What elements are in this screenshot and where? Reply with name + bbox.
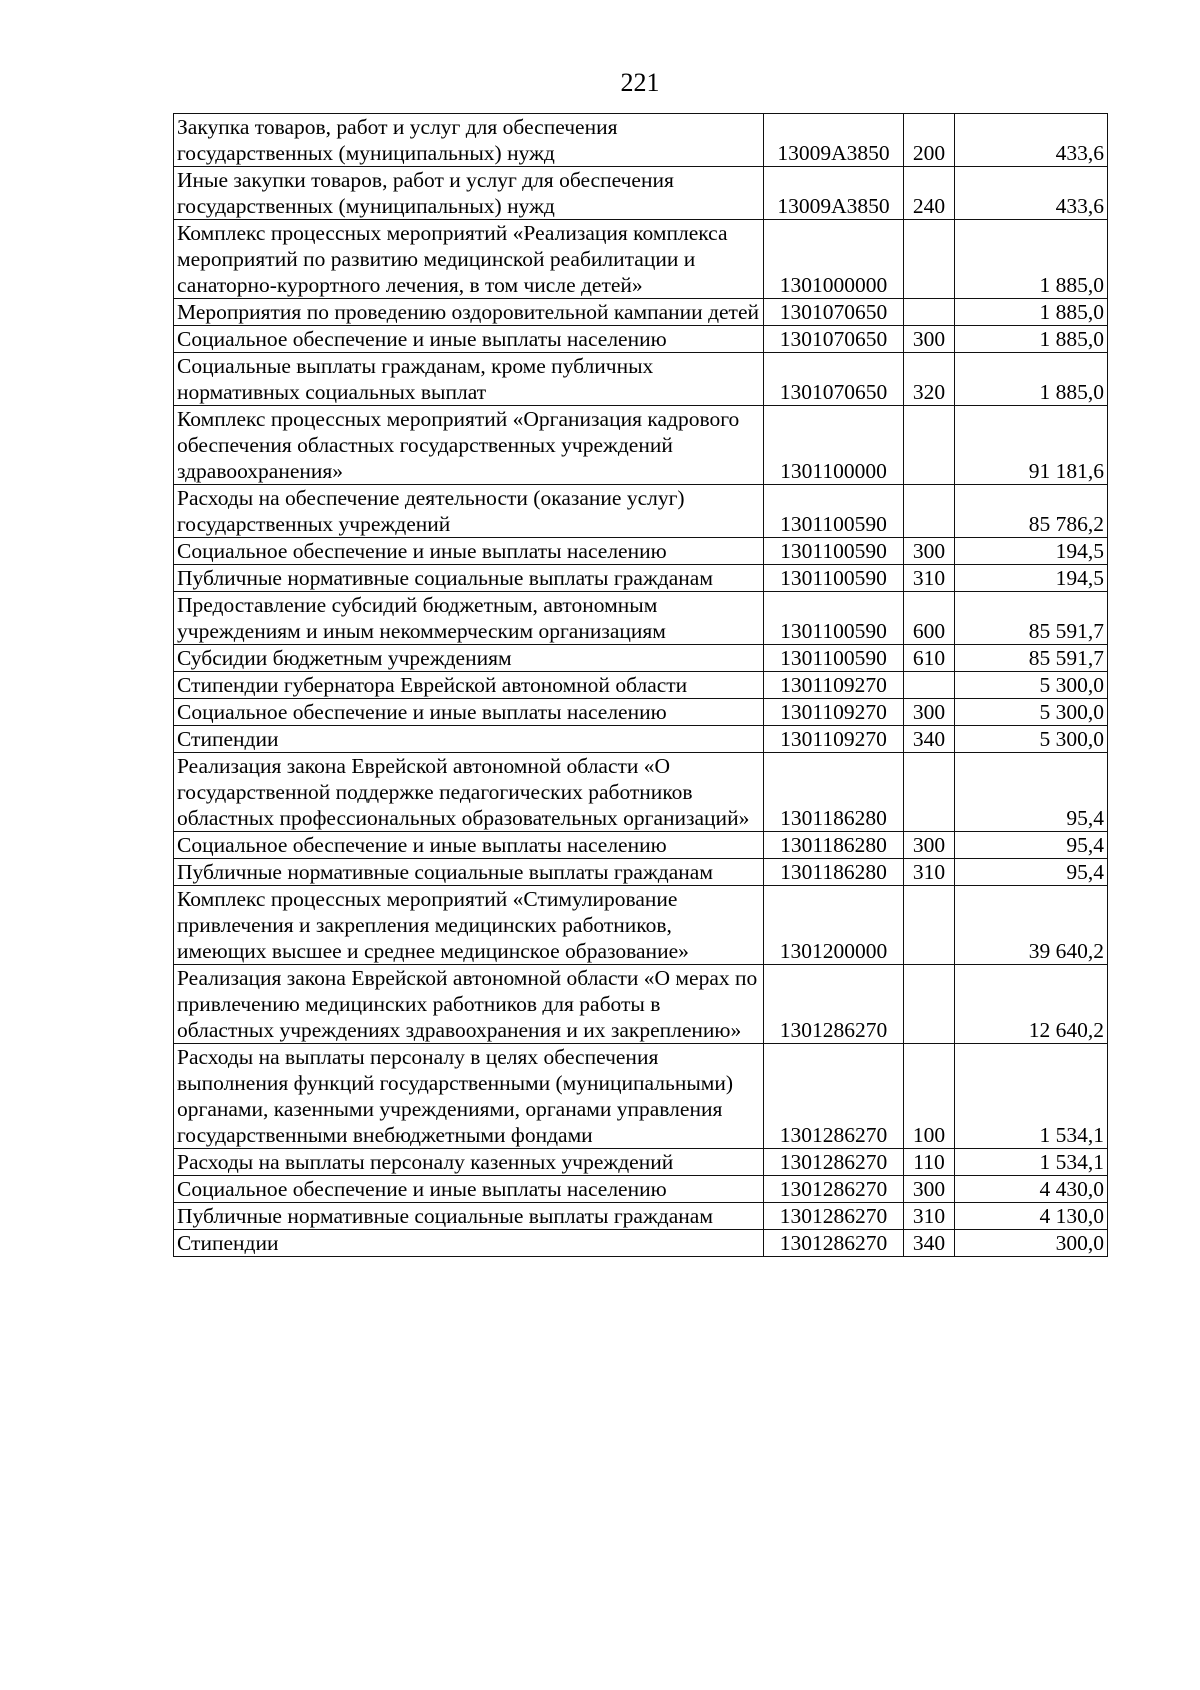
row-code-cell: 1301286270 (764, 1203, 904, 1230)
row-code-cell: 1301186280 (764, 753, 904, 832)
row-amount-cell: 85 591,7 (955, 592, 1108, 645)
table-row (174, 565, 1108, 592)
row-code-cell: 1301186280 (764, 832, 904, 859)
table-row (174, 886, 1108, 965)
row-amount-cell: 95,4 (955, 753, 1108, 832)
row-code-cell: 1301100590 (764, 645, 904, 672)
row-expense-type-cell: 300 (904, 832, 955, 859)
row-code-cell: 1301200000 (764, 886, 904, 965)
table-row (174, 1044, 1108, 1149)
row-amount-cell: 1 534,1 (955, 1044, 1108, 1149)
row-amount-cell: 5 300,0 (955, 672, 1108, 699)
row-amount-cell: 1 885,0 (955, 326, 1108, 353)
row-name-cell: Комплекс процессных мероприятий «Организация кадрового обеспечения областных государственных учреждений здравоохранения» (174, 406, 764, 485)
table-row (174, 965, 1108, 1044)
row-name-cell: Стипендии (174, 726, 764, 753)
row-expense-type-cell (904, 672, 955, 699)
row-code-cell: 1301000000 (764, 220, 904, 299)
row-expense-type-cell: 240 (904, 167, 955, 220)
table-row (174, 859, 1108, 886)
row-code-cell: 1301070650 (764, 299, 904, 326)
row-name-cell: Публичные нормативные социальные выплаты гражданам (174, 565, 764, 592)
row-name-cell: Стипендии губернатора Еврейской автономной области (174, 672, 764, 699)
row-expense-type-cell (904, 299, 955, 326)
row-code-cell: 13009А3850 (764, 114, 904, 167)
table-row (174, 1230, 1108, 1257)
row-amount-cell: 85 786,2 (955, 485, 1108, 538)
row-amount-cell: 95,4 (955, 859, 1108, 886)
row-expense-type-cell: 310 (904, 565, 955, 592)
table-row (174, 592, 1108, 645)
row-amount-cell: 5 300,0 (955, 699, 1108, 726)
row-code-cell: 1301286270 (764, 1044, 904, 1149)
row-name-cell: Социальное обеспечение и иные выплаты населению (174, 326, 764, 353)
row-amount-cell: 39 640,2 (955, 886, 1108, 965)
row-name-cell: Комплекс процессных мероприятий «Стимулирование привлечения и закрепления медицинских работников, имеющих высшее и среднее медицинское образование» (174, 886, 764, 965)
row-amount-cell: 194,5 (955, 538, 1108, 565)
budget-table-body (174, 114, 1108, 1257)
row-amount-cell: 91 181,6 (955, 406, 1108, 485)
table-row (174, 167, 1108, 220)
row-amount-cell: 1 885,0 (955, 220, 1108, 299)
row-code-cell: 1301186280 (764, 859, 904, 886)
row-name-cell: Реализация закона Еврейской автономной области «О мерах по привлечению медицинских работников для работы в областных учреждениях здравоохранения и их закреплению» (174, 965, 764, 1044)
table-row (174, 406, 1108, 485)
row-name-cell: Реализация закона Еврейской автономной области «О государственной поддержке педагогических работников областных профессиональных образовательных организаций» (174, 753, 764, 832)
row-amount-cell: 194,5 (955, 565, 1108, 592)
row-amount-cell: 85 591,7 (955, 645, 1108, 672)
row-expense-type-cell: 610 (904, 645, 955, 672)
row-expense-type-cell (904, 886, 955, 965)
row-code-cell: 1301100000 (764, 406, 904, 485)
row-expense-type-cell (904, 406, 955, 485)
table-row (174, 1149, 1108, 1176)
row-code-cell: 1301100590 (764, 485, 904, 538)
row-expense-type-cell: 340 (904, 726, 955, 753)
row-name-cell: Публичные нормативные социальные выплаты гражданам (174, 859, 764, 886)
row-code-cell: 1301286270 (764, 965, 904, 1044)
row-code-cell: 1301286270 (764, 1149, 904, 1176)
row-expense-type-cell: 100 (904, 1044, 955, 1149)
row-code-cell: 13009А3850 (764, 167, 904, 220)
row-amount-cell: 1 885,0 (955, 299, 1108, 326)
row-amount-cell: 433,6 (955, 114, 1108, 167)
row-expense-type-cell: 310 (904, 859, 955, 886)
row-name-cell: Социальное обеспечение и иные выплаты населению (174, 699, 764, 726)
row-name-cell: Социальное обеспечение и иные выплаты населению (174, 538, 764, 565)
row-name-cell: Расходы на выплаты персоналу в целях обеспечения выполнения функций государственными (муниципальными) органами, казенными учреждениями, органами управления государственными внебюджетными фондами (174, 1044, 764, 1149)
table-row (174, 353, 1108, 406)
row-code-cell: 1301109270 (764, 726, 904, 753)
row-name-cell: Социальные выплаты гражданам, кроме публичных нормативных социальных выплат (174, 353, 764, 406)
row-expense-type-cell (904, 753, 955, 832)
row-expense-type-cell (904, 485, 955, 538)
row-amount-cell: 5 300,0 (955, 726, 1108, 753)
row-expense-type-cell (904, 965, 955, 1044)
row-amount-cell: 300,0 (955, 1230, 1108, 1257)
row-expense-type-cell: 110 (904, 1149, 955, 1176)
row-expense-type-cell: 320 (904, 353, 955, 406)
table-row (174, 726, 1108, 753)
table-row (174, 753, 1108, 832)
row-code-cell: 1301100590 (764, 538, 904, 565)
row-expense-type-cell (904, 220, 955, 299)
row-expense-type-cell: 600 (904, 592, 955, 645)
row-name-cell: Иные закупки товаров, работ и услуг для обеспечения государственных (муниципальных) нужд (174, 167, 764, 220)
row-expense-type-cell: 200 (904, 114, 955, 167)
table-row (174, 114, 1108, 167)
table-row (174, 645, 1108, 672)
row-name-cell: Предоставление субсидий бюджетным, автономным учреждениям и иным некоммерческим организациям (174, 592, 764, 645)
row-name-cell: Расходы на выплаты персоналу казенных учреждений (174, 1149, 764, 1176)
row-name-cell: Комплекс процессных мероприятий «Реализация комплекса мероприятий по развитию медицинской реабилитации и санаторно-курортного лечения, в том числе детей» (174, 220, 764, 299)
row-name-cell: Расходы на обеспечение деятельности (оказание услуг) государственных учреждений (174, 485, 764, 538)
row-code-cell: 1301070650 (764, 326, 904, 353)
row-amount-cell: 433,6 (955, 167, 1108, 220)
row-code-cell: 1301286270 (764, 1230, 904, 1257)
row-amount-cell: 1 534,1 (955, 1149, 1108, 1176)
row-amount-cell: 95,4 (955, 832, 1108, 859)
row-expense-type-cell: 310 (904, 1203, 955, 1230)
table-row (174, 299, 1108, 326)
table-row (174, 1176, 1108, 1203)
row-code-cell: 1301100590 (764, 565, 904, 592)
table-row (174, 326, 1108, 353)
table-row (174, 672, 1108, 699)
table-row (174, 699, 1108, 726)
row-code-cell: 1301109270 (764, 672, 904, 699)
row-amount-cell: 1 885,0 (955, 353, 1108, 406)
row-name-cell: Закупка товаров, работ и услуг для обеспечения государственных (муниципальных) нужд (174, 114, 764, 167)
row-code-cell: 1301286270 (764, 1176, 904, 1203)
table-row (174, 1203, 1108, 1230)
row-name-cell: Социальное обеспечение и иные выплаты населению (174, 1176, 764, 1203)
row-expense-type-cell: 340 (904, 1230, 955, 1257)
row-code-cell: 1301109270 (764, 699, 904, 726)
row-expense-type-cell: 300 (904, 1176, 955, 1203)
row-name-cell: Стипендии (174, 1230, 764, 1257)
row-expense-type-cell: 300 (904, 538, 955, 565)
table-row (174, 485, 1108, 538)
row-amount-cell: 4 430,0 (955, 1176, 1108, 1203)
row-expense-type-cell: 300 (904, 326, 955, 353)
row-expense-type-cell: 300 (904, 699, 955, 726)
row-name-cell: Мероприятия по проведению оздоровительной кампании детей (174, 299, 764, 326)
row-amount-cell: 4 130,0 (955, 1203, 1108, 1230)
page-number: 221 (620, 68, 660, 97)
row-amount-cell: 12 640,2 (955, 965, 1108, 1044)
row-name-cell: Публичные нормативные социальные выплаты гражданам (174, 1203, 764, 1230)
table-row (174, 832, 1108, 859)
row-code-cell: 1301100590 (764, 592, 904, 645)
row-name-cell: Субсидии бюджетным учреждениям (174, 645, 764, 672)
table-row (174, 538, 1108, 565)
row-name-cell: Социальное обеспечение и иные выплаты населению (174, 832, 764, 859)
row-code-cell: 1301070650 (764, 353, 904, 406)
budget-table (173, 113, 1108, 1257)
table-row (174, 220, 1108, 299)
